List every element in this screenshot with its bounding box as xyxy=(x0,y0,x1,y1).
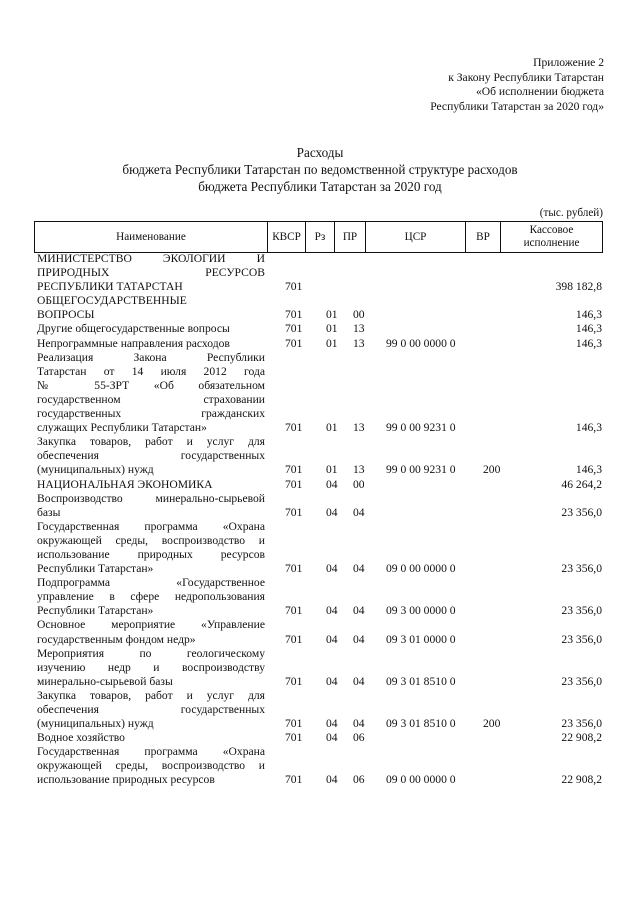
cell-amount: 23 356,0 xyxy=(561,562,602,576)
cell-pr: 00 xyxy=(353,308,365,322)
row-name-line: Закупка товаров, работ и услуг для xyxy=(37,435,265,449)
cell-amount: 22 908,2 xyxy=(561,731,602,745)
cell-rz: 04 xyxy=(326,604,338,618)
cell-pr: 06 xyxy=(353,731,365,745)
row-name-line: управление в сфере недропользования xyxy=(37,590,265,604)
row-name-line: ПРИРОДНЫХ РЕСУРСОВ xyxy=(37,266,265,280)
cell-pr: 13 xyxy=(353,336,365,350)
row-name-line: Водное хозяйство xyxy=(37,731,125,745)
cell-rz: 01 xyxy=(326,322,338,336)
row-name-line: ОБЩЕГОСУДАРСТВЕННЫЕ xyxy=(37,294,187,308)
cell-rz: 04 xyxy=(326,717,338,731)
table-row xyxy=(37,252,602,294)
table-row xyxy=(37,337,602,351)
cell-rz: 04 xyxy=(326,674,338,688)
table-row xyxy=(37,478,602,492)
cell-amount: 398 182,8 xyxy=(555,280,602,294)
cell-pr: 04 xyxy=(353,674,365,688)
row-name-line: Мероприятия по геологическому xyxy=(37,646,265,660)
row-name-line: государственном страховании xyxy=(37,392,265,406)
cell-pr: 04 xyxy=(353,562,365,576)
title-line: бюджета Республики Татарстан по ведомственной структуре расходов xyxy=(122,162,518,177)
cell-rz: 04 xyxy=(326,773,338,787)
cell-kvsr: 701 xyxy=(285,562,303,576)
cell-kvsr: 701 xyxy=(285,505,303,519)
document-title xyxy=(0,144,640,195)
row-name-line: Государственная программа «Охрана xyxy=(37,519,265,533)
row-name-line: обеспечения государственных xyxy=(37,449,265,463)
cell-kvsr: 701 xyxy=(285,632,303,646)
row-name-line: Государственная программа «Охрана xyxy=(37,745,265,759)
cell-csr: 99 0 00 9231 0 xyxy=(386,421,456,435)
table-row xyxy=(37,745,602,787)
cell-kvsr: 701 xyxy=(285,773,303,787)
cell-kvsr: 701 xyxy=(285,463,303,477)
row-name-line: Татарстан от 14 июля 2012 года xyxy=(37,364,265,378)
table-header xyxy=(34,221,603,253)
cell-rz: 01 xyxy=(326,463,338,477)
cell-kvsr: 701 xyxy=(285,717,303,731)
cell-pr: 04 xyxy=(353,717,365,731)
col-amount-header xyxy=(501,222,603,253)
cell-rz: 04 xyxy=(326,562,338,576)
row-name-line: МИНИСТЕРСТВО ЭКОЛОГИИ И xyxy=(37,252,265,265)
cell-rz: 04 xyxy=(326,477,338,491)
col-rz-header: Рз xyxy=(306,222,335,253)
row-name-line: служащих Республики Татарстан» xyxy=(37,421,207,435)
row-name-line: обеспечения государственных xyxy=(37,703,265,716)
cell-pr: 04 xyxy=(353,505,365,519)
row-name-line: изучению недр и воспроизводству xyxy=(37,660,265,674)
cell-rz: 04 xyxy=(326,731,338,745)
cell-rz: 01 xyxy=(326,308,338,322)
table-row xyxy=(37,618,602,646)
cell-kvsr: 701 xyxy=(285,308,303,322)
row-name-line: РЕСПУБЛИКИ ТАТАРСТАН xyxy=(37,280,183,294)
cell-rz: 04 xyxy=(326,632,338,646)
row-name-line: государственным фондом недр» xyxy=(37,632,196,646)
amount-header-line: исполнение xyxy=(523,237,580,249)
col-name-header: Наименование xyxy=(35,222,268,253)
cell-rz: 04 xyxy=(326,505,338,519)
row-name-line: Республики Татарстан» xyxy=(37,604,154,618)
cell-csr: 09 3 00 0000 0 xyxy=(386,604,456,618)
row-name-line: государственных гражданских xyxy=(37,407,265,421)
row-name-line: использование природных ресурсов xyxy=(37,773,215,787)
cell-pr: 06 xyxy=(353,773,365,787)
cell-kvsr: 701 xyxy=(285,336,303,350)
appendix-line: «Об исполнении бюджета xyxy=(475,85,604,98)
row-name-line: Непрограммные направления расходов xyxy=(37,336,230,350)
table-row xyxy=(37,294,602,322)
col-vr-header: ВР xyxy=(466,222,501,253)
title-line: бюджета Республики Татарстан за 2020 год xyxy=(198,179,442,194)
row-name-line: ВОПРОСЫ xyxy=(37,308,95,322)
cell-pr: 13 xyxy=(353,322,365,336)
cell-amount: 146,3 xyxy=(575,463,602,477)
cell-kvsr: 701 xyxy=(285,604,303,618)
cell-amount: 146,3 xyxy=(575,421,602,435)
row-name-line: Реализация Закона Республики xyxy=(37,350,265,364)
cell-csr: 99 0 00 0000 0 xyxy=(386,336,456,350)
cell-csr: 09 3 01 0000 0 xyxy=(386,632,456,646)
col-kvsr-header: КВСР xyxy=(268,222,306,253)
cell-amount: 23 356,0 xyxy=(561,604,602,618)
cell-pr: 04 xyxy=(353,632,365,646)
cell-rz: 01 xyxy=(326,421,338,435)
cell-pr: 04 xyxy=(353,604,365,618)
row-name-line: окружающей среды, воспроизводство и xyxy=(37,533,265,547)
table-row xyxy=(37,492,602,520)
amount-header-line: Кассовое xyxy=(529,224,574,236)
row-name-line: № 55-ЗРТ «Об обязательном xyxy=(37,378,265,392)
table-row xyxy=(37,322,602,336)
col-csr-header: ЦСР xyxy=(366,222,466,253)
cell-amount: 23 356,0 xyxy=(561,505,602,519)
table-row xyxy=(37,731,602,745)
row-name-line: Воспроизводство минерально-сырьевой xyxy=(37,491,265,505)
cell-amount: 46 264,2 xyxy=(561,477,602,491)
appendix-note xyxy=(430,56,604,114)
cell-amount: 146,3 xyxy=(575,336,602,350)
cell-pr: 13 xyxy=(353,463,365,477)
table-row xyxy=(37,647,602,689)
cell-amount: 23 356,0 xyxy=(561,632,602,646)
row-name-line: базы xyxy=(37,505,61,519)
cell-rz: 01 xyxy=(326,336,338,350)
cell-csr: 99 0 00 9231 0 xyxy=(386,463,456,477)
cell-vr: 200 xyxy=(483,717,501,731)
cell-kvsr: 701 xyxy=(285,674,303,688)
cell-csr: 09 3 01 8510 0 xyxy=(386,674,456,688)
cell-vr: 200 xyxy=(483,463,501,477)
row-name-line: НАЦИОНАЛЬНАЯ ЭКОНОМИКА xyxy=(37,477,213,491)
title-line: Расходы xyxy=(296,145,344,160)
cell-kvsr: 701 xyxy=(285,731,303,745)
cell-csr: 09 0 00 0000 0 xyxy=(386,773,456,787)
row-name-line: Подпрограмма «Государственное xyxy=(37,576,265,590)
appendix-line: Приложение 2 xyxy=(533,56,604,69)
cell-kvsr: 701 xyxy=(285,322,303,336)
cell-amount: 146,3 xyxy=(575,322,602,336)
cell-pr: 00 xyxy=(353,477,365,491)
cell-amount: 146,3 xyxy=(575,308,602,322)
row-name-line: (муниципальных) нужд xyxy=(37,717,154,731)
appendix-line: к Закону Республики Татарстан xyxy=(448,70,604,84)
table-row xyxy=(37,520,602,576)
row-name-line: Закупка товаров, работ и услуг для xyxy=(37,688,265,702)
row-name-line: Другие общегосударственные вопросы xyxy=(37,322,230,336)
appendix-line: Республики Татарстан за 2020 год» xyxy=(430,99,604,113)
cell-csr: 09 0 00 0000 0 xyxy=(386,562,456,576)
cell-amount: 23 356,0 xyxy=(561,717,602,731)
table-row xyxy=(37,435,602,477)
row-name-line: минерально-сырьевой базы xyxy=(37,674,173,688)
table-row xyxy=(37,576,602,618)
cell-kvsr: 701 xyxy=(285,280,303,294)
cell-kvsr: 701 xyxy=(285,477,303,491)
cell-kvsr: 701 xyxy=(285,421,303,435)
units-label: (тыс. рублей) xyxy=(539,207,603,219)
cell-pr: 13 xyxy=(353,421,365,435)
row-name-line: окружающей среды, воспроизводство и xyxy=(37,759,265,773)
cell-amount: 23 356,0 xyxy=(561,674,602,688)
row-name-line: использование природных ресурсов xyxy=(37,547,265,561)
row-name-line: Основное мероприятие «Управление xyxy=(37,618,265,632)
cell-csr: 09 3 01 8510 0 xyxy=(386,717,456,731)
col-pr-header: ПР xyxy=(335,222,366,253)
table-row xyxy=(37,689,602,731)
table-body xyxy=(37,252,602,788)
table-row xyxy=(37,351,602,436)
cell-amount: 22 908,2 xyxy=(561,773,602,787)
row-name-line: (муниципальных) нужд xyxy=(37,463,154,477)
row-name-line: Республики Татарстан» xyxy=(37,562,154,576)
